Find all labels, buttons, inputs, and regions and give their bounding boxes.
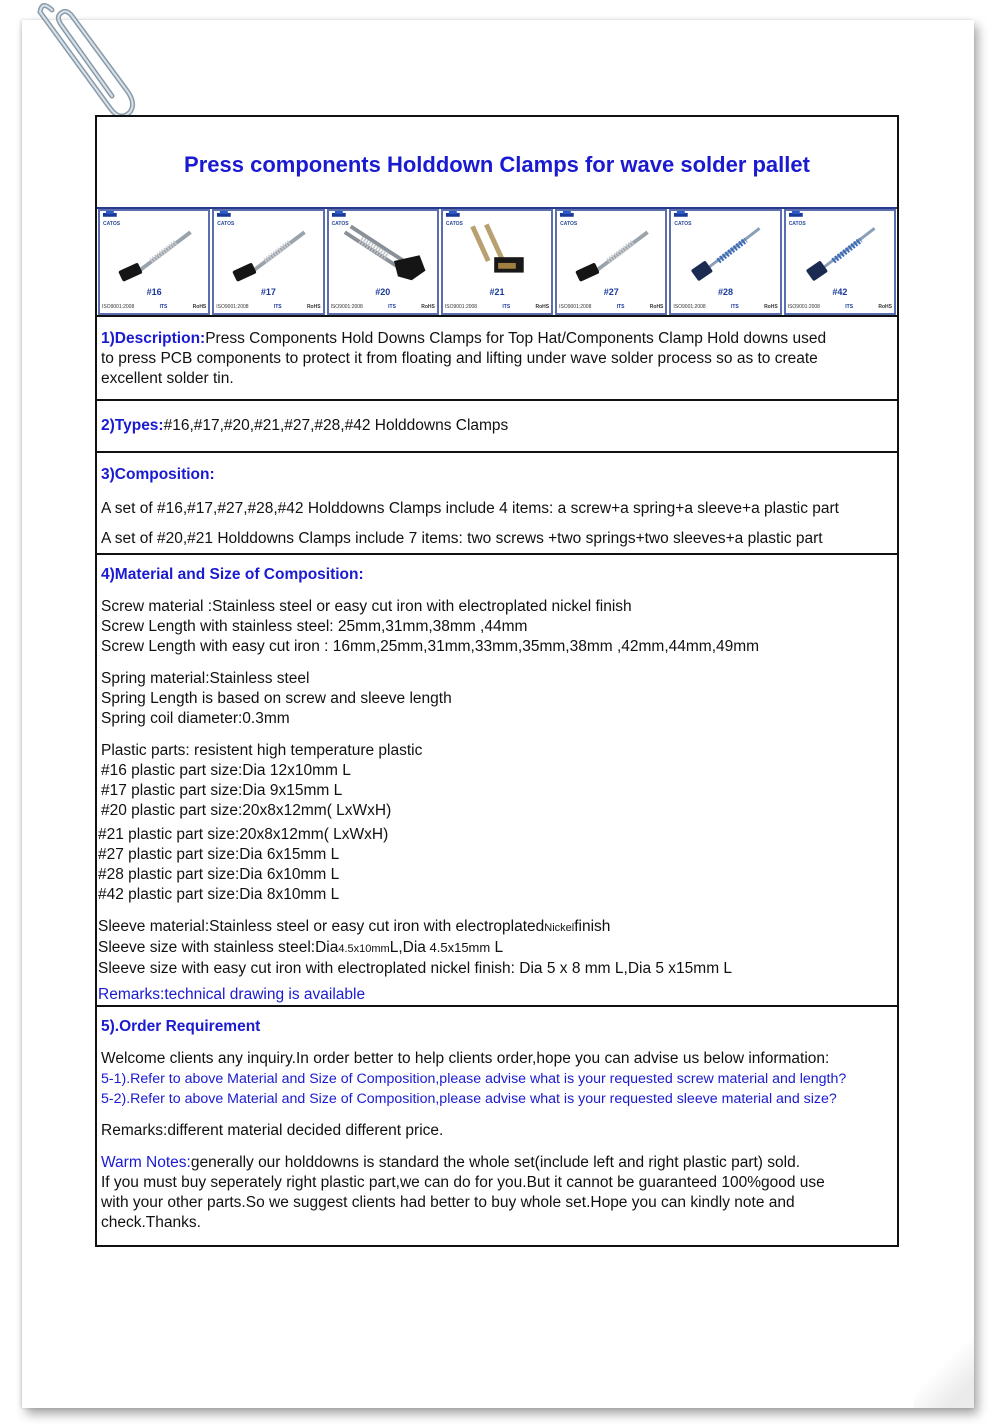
sleeve-line: Sleeve size with easy cut iron with electroplated nickel finish: Dia 5 x 8 mm L,Dia 5 x15mm L — [98, 960, 733, 977]
product-thumbnail[interactable] — [669, 209, 781, 315]
plastic-line: Plastic parts: resistent high temperature plastic — [101, 742, 423, 759]
certification-strip — [445, 303, 549, 311]
warm-notes-line: If you must buy seperately right plastic part,we can do for you.But it cannot be guaranteed 100%good use — [101, 1174, 825, 1191]
description-line: excellent solder tin. — [101, 370, 234, 387]
screw-line: Screw Length with stainless steel: 25mm,31mm,38mm ,44mm — [101, 618, 528, 635]
sleeve-size-text: L,Dia — [389, 939, 426, 956]
product-thumbnail[interactable] — [327, 209, 439, 315]
description-line: to press PCB components to protect it from floating and lifting under wave solder process so as to create — [101, 350, 818, 367]
product-thumbnail[interactable] — [212, 209, 324, 315]
product-model-label: #20 — [375, 287, 391, 297]
sleeve-line — [98, 917, 893, 938]
sleeve-size-small: 4.5x15mm — [425, 940, 491, 955]
brand-logo: CATOS — [217, 221, 235, 227]
plastic-line: #17 plastic part size:Dia 9x15mm L — [101, 782, 343, 799]
rohs-mark: RoHS — [306, 304, 321, 310]
order-heading: 5).Order Requirement — [101, 1018, 261, 1035]
warm-notes-line: with your other parts.So we suggest clients had better to buy whole set.Hope you can kindly note and — [101, 1194, 795, 1211]
certification-strip — [788, 303, 892, 311]
plastic-line: #20 plastic part size:20x8x12mm( LxWxH) — [101, 802, 392, 819]
plastic-line: #42 plastic part size:Dia 8x10mm L — [98, 886, 340, 903]
spring-line: Spring material:Stainless steel — [101, 670, 310, 687]
its-mark: ITS — [502, 304, 511, 310]
its-mark: ITS — [273, 304, 282, 310]
material-section — [97, 555, 897, 1007]
its-mark: ITS — [845, 304, 854, 310]
plastic-line: #16 plastic part size:Dia 12x10mm L — [101, 762, 351, 779]
composition-line: A set of #16,#17,#27,#28,#42 Holddowns Clamps include 4 items: a screw+a spring+a sleeve+a plastic part — [101, 500, 839, 517]
product-model-label: #21 — [489, 287, 505, 297]
iso-mark: ISO9001:2008 — [559, 304, 592, 310]
order-welcome: Welcome clients any inquiry.In order better to help clients order,hope you can advise us below information: — [101, 1050, 830, 1067]
rohs-mark: RoHS — [764, 304, 778, 310]
paperclip-icon — [32, 0, 142, 130]
its-mark: ITS — [159, 304, 168, 310]
types-text: #16,#17,#20,#21,#27,#28,#42 Holddowns Clamps — [163, 417, 509, 434]
sleeve-size-small: 4.5x10mm — [338, 943, 390, 955]
brand-logo: CATOS — [103, 221, 121, 227]
order-question-1: 5-1).Refer to above Material and Size of Composition,please advise what is your requested screw material and length? — [101, 1071, 847, 1087]
brand-logo: CATOS — [331, 221, 349, 227]
product-thumbnail[interactable] — [784, 209, 896, 315]
rohs-mark: RoHS — [649, 304, 664, 310]
types-heading: 2)Types: — [101, 417, 164, 434]
certification-strip — [559, 303, 663, 311]
iso-mark: ISO9001:2008 — [787, 304, 820, 310]
spring-line: Spring Length is based on screw and sleeve length — [101, 690, 452, 707]
plastic-line: #28 plastic part size:Dia 6x10mm L — [98, 866, 340, 883]
iso-mark: ISO9001:2008 — [216, 304, 249, 310]
product-thumbnail[interactable] — [441, 209, 553, 315]
rohs-mark: RoHS — [878, 304, 892, 310]
rohs-mark: RoHS — [535, 304, 550, 310]
screw-line: Screw material :Stainless steel or easy cut iron with electroplated nickel finish — [101, 598, 632, 615]
rohs-mark: RoHS — [421, 304, 435, 310]
spring-line: Spring coil diameter:0.3mm — [101, 710, 290, 727]
certification-strip — [216, 303, 320, 311]
product-model-label: #27 — [603, 287, 619, 297]
brand-logo: CATOS — [674, 221, 692, 227]
brand-logo: CATOS — [445, 221, 463, 227]
its-mark: ITS — [388, 304, 396, 310]
material-heading: 4)Material and Size of Composition: — [101, 566, 364, 583]
order-section — [97, 1007, 897, 1245]
description-section — [97, 317, 897, 401]
product-model-label: #16 — [146, 287, 162, 297]
iso-mark: ISO9001:2008 — [102, 304, 135, 310]
description-lead: Press Components Hold Downs Clamps for Top Hat/Components Clamp Hold downs used — [205, 330, 827, 347]
rohs-mark: RoHS — [192, 304, 207, 310]
product-model-label: #42 — [832, 287, 848, 297]
its-mark: ITS — [730, 304, 739, 310]
plastic-line: #21 plastic part size:20x8x12mm( LxWxH) — [98, 826, 389, 843]
product-model-label: #28 — [718, 287, 734, 297]
product-thumbnail[interactable] — [98, 209, 210, 315]
brand-logo: CATOS — [560, 221, 578, 227]
warm-notes-line: check.Thanks. — [101, 1214, 201, 1231]
page-curl — [914, 1328, 974, 1408]
product-image-strip — [97, 207, 897, 317]
sleeve-finish-word: finish — [574, 918, 611, 935]
composition-section — [97, 453, 897, 555]
page-title: Press components Holddown Clamps for wave solder pallet — [184, 152, 810, 177]
certification-strip — [673, 303, 777, 311]
product-sheet — [95, 115, 899, 1247]
sleeve-material-text: Sleeve material:Stainless steel or easy cut iron with electroplated — [98, 918, 545, 935]
warm-notes-text: generally our holddowns is standard the whole set(include left and right plastic part) sold. — [190, 1154, 801, 1171]
certification-strip — [331, 303, 435, 311]
composition-line: A set of #20,#21 Holddowns Clamps include 7 items: two screws +two springs+two sleeves+a plastic part — [101, 530, 823, 547]
iso-mark: ISO9001:2008 — [444, 304, 478, 310]
screw-line: Screw Length with easy cut iron : 16mm,25mm,31mm,33mm,35mm,38mm ,42mm,44mm,49mm — [101, 638, 760, 655]
certification-strip — [102, 303, 206, 311]
sleeve-size-text: Sleeve size with stainless steel:Dia — [98, 939, 339, 956]
order-question-2: 5-2).Refer to above Material and Size of Composition,please advise what is your requested sleeve material and size? — [101, 1091, 837, 1107]
brand-logo: CATOS — [788, 221, 806, 227]
composition-heading: 3)Composition: — [101, 466, 215, 483]
types-section — [97, 401, 897, 453]
title-section — [97, 117, 897, 207]
iso-mark: ISO9001:2008 — [330, 304, 363, 310]
description-heading: 1)Description: — [101, 330, 206, 347]
order-remarks: Remarks:different material decided different price. — [101, 1122, 444, 1139]
sleeve-line — [98, 938, 893, 959]
its-mark: ITS — [616, 304, 625, 310]
product-model-label: #17 — [260, 287, 276, 297]
iso-mark: ISO9001:2008 — [673, 304, 706, 310]
sleeve-size-text: L — [490, 939, 504, 956]
sleeve-finish-small: Nickel — [544, 922, 575, 934]
product-thumbnail[interactable] — [555, 209, 667, 315]
technical-drawing-remark: Remarks:technical drawing is available — [98, 986, 366, 1003]
warm-notes-label: Warm Notes: — [101, 1154, 191, 1171]
plastic-line: #27 plastic part size:Dia 6x15mm L — [98, 846, 340, 863]
